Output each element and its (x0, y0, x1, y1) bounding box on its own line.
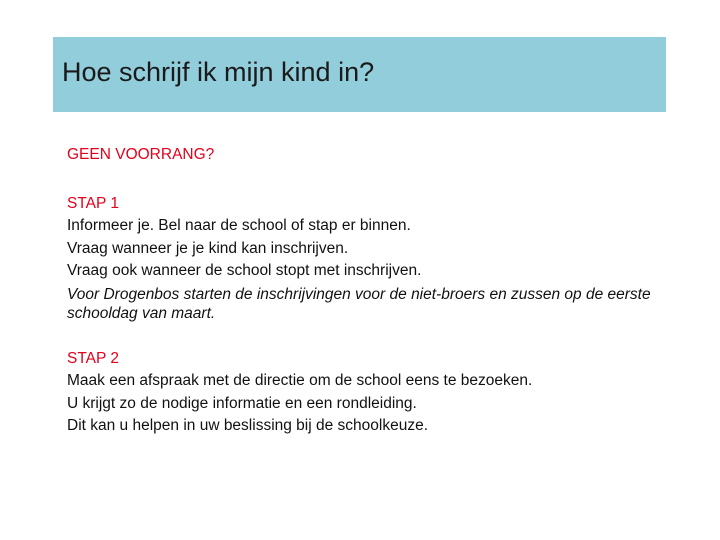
step1-line: Informeer je. Bel naar de school of stap er binnen. (67, 217, 411, 234)
step2-line: Maak een afspraak met de directie om de school eens te bezoeken. (67, 372, 533, 389)
step1-line: Vraag ook wanneer de school stopt met inschrijven. (67, 262, 422, 279)
step1-note: Voor Drogenbos starten de inschrijvingen voor de niet-broers en zussen op de eerste schooldag van maart. (67, 285, 651, 322)
step2-label: STAP 2 (67, 349, 119, 367)
priority-heading: GEEN VOORRANG? (67, 146, 215, 163)
page-title: Hoe schrijf ik mijn kind in? (62, 57, 375, 87)
title-bar (53, 37, 666, 112)
step2-line: U krijgt zo de nodige informatie en een rondleiding. (67, 394, 417, 412)
step2-line: Dit kan u helpen in uw beslissing bij de schoolkeuze. (67, 417, 429, 434)
step1-line: Vraag wanneer je je kind kan inschrijven. (67, 239, 349, 257)
step1-label: STAP 1 (67, 194, 119, 212)
slide-content (67, 144, 667, 438)
